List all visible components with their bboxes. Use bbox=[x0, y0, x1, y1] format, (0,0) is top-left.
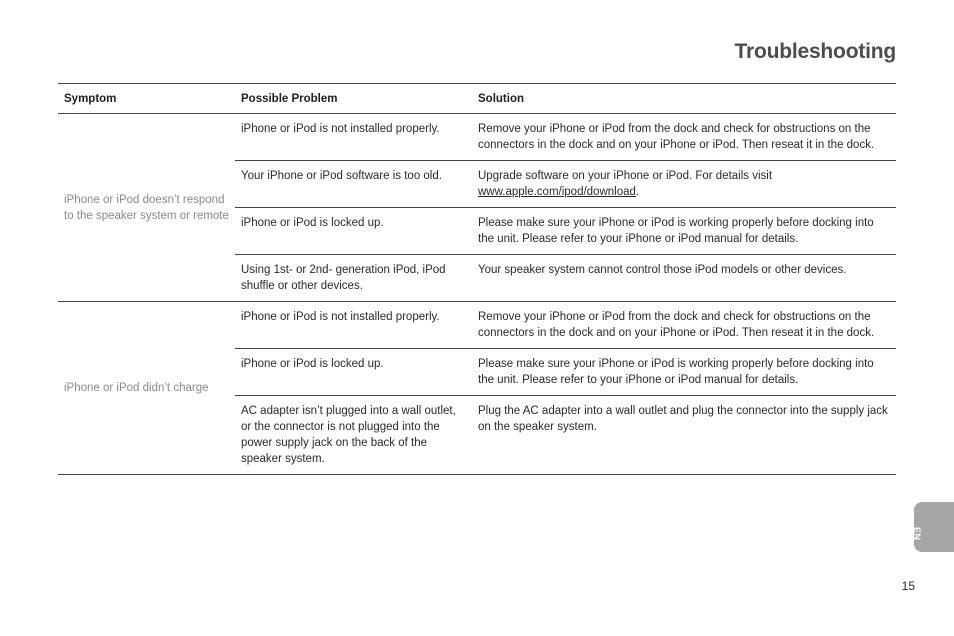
solution-cell: Remove your iPhone or iPod from the dock and check for obstructions on the connectors in the dock and on your iPhone or iPod. Then reseat it in the dock. bbox=[472, 114, 896, 161]
solution-cell: Please make sure your iPhone or iPod is working properly before docking into the unit. Please refer to your iPhone or iPod manual for details. bbox=[472, 349, 896, 396]
problem-cell: Using 1st- or 2nd- generation iPod, iPod shuffle or other devices. bbox=[235, 255, 472, 302]
page-number: 15 bbox=[901, 579, 915, 593]
solution-cell: Remove your iPhone or iPod from the dock and check for obstructions on the connectors in the dock and on your iPhone or iPod. Then reseat it in the dock. bbox=[472, 302, 896, 349]
solution-text: Upgrade software on your iPhone or iPod. For details visit bbox=[478, 170, 773, 182]
page-title: Troubleshooting bbox=[734, 40, 896, 63]
solution-tail: . bbox=[635, 186, 640, 198]
problem-cell: iPhone or iPod is not installed properly. bbox=[235, 302, 472, 349]
language-tab bbox=[914, 502, 954, 552]
table-row bbox=[58, 114, 896, 161]
problem-cell: iPhone or iPod is locked up. bbox=[235, 208, 472, 255]
header-solution: Solution bbox=[472, 84, 896, 114]
solution-cell bbox=[472, 161, 896, 208]
symptom-cell: iPhone or iPod doesn’t respond to the speaker system or remote bbox=[58, 114, 235, 302]
solution-cell: Your speaker system cannot control those iPod models or other devices. bbox=[472, 255, 896, 302]
solution-cell: Please make sure your iPhone or iPod is working properly before docking into the unit. Please refer to your iPhone or iPod manual for details. bbox=[472, 208, 896, 255]
problem-cell: iPhone or iPod is locked up. bbox=[235, 349, 472, 396]
symptom-cell: iPhone or iPod didn’t charge bbox=[58, 302, 235, 475]
solution-cell: Plug the AC adapter into a wall outlet and plug the connector into the supply jack on the speaker system. bbox=[472, 396, 896, 475]
table-header-row bbox=[58, 84, 896, 114]
troubleshooting-table bbox=[58, 83, 896, 475]
problem-cell: iPhone or iPod is not installed properly. bbox=[235, 114, 472, 161]
language-label: EN bbox=[912, 527, 922, 541]
download-link[interactable]: www.apple.com/ipod/download bbox=[478, 186, 636, 198]
problem-cell: AC adapter isn’t plugged into a wall outlet, or the connector is not plugged into the power supply jack on the back of the speaker system. bbox=[235, 396, 472, 475]
problem-cell: Your iPhone or iPod software is too old. bbox=[235, 161, 472, 208]
header-possible-problem: Possible Problem bbox=[235, 84, 472, 114]
header-symptom: Symptom bbox=[58, 84, 235, 114]
table-row bbox=[58, 302, 896, 349]
